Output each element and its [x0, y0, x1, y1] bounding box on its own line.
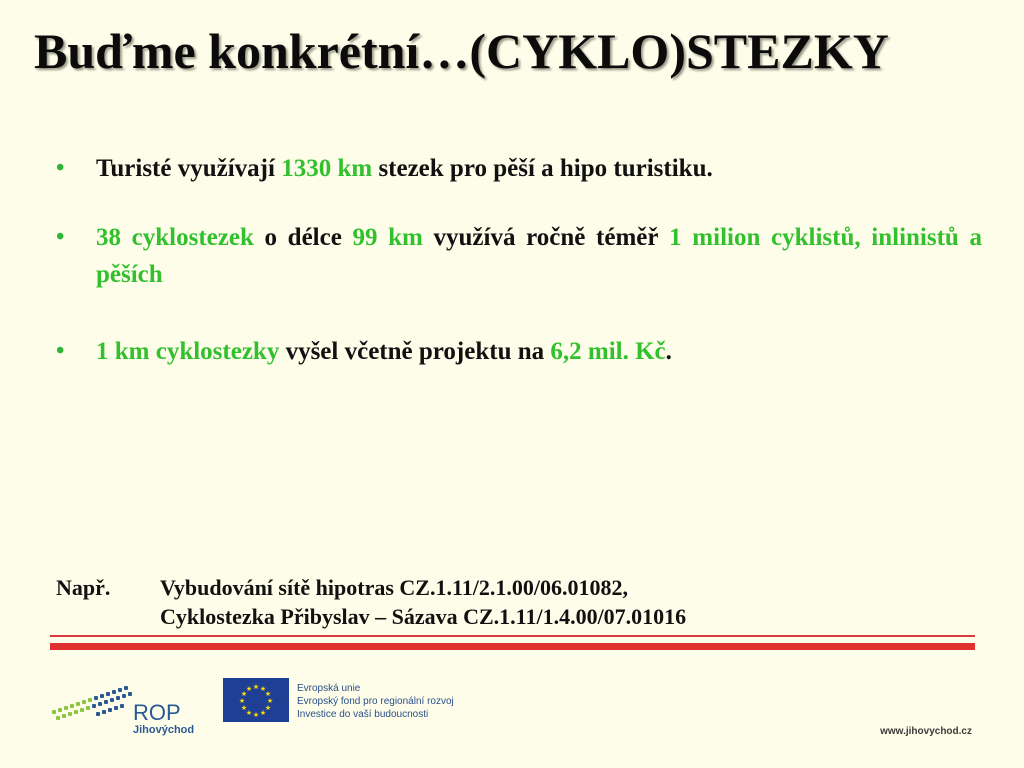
- bullet-text: 1 km cyklostezky vyšel včetně projektu na 6,2 mil. Kč.: [96, 338, 672, 365]
- divider: [50, 643, 975, 650]
- divider: [50, 635, 975, 637]
- svg-text:★: ★: [240, 690, 248, 698]
- svg-text:★: ★: [252, 711, 260, 719]
- example-line: Cyklostezka Přibyslav – Sázava CZ.1.11/1.4.00/07.01016: [160, 604, 687, 629]
- bullet-list: [56, 150, 982, 370]
- rop-logo-icon: [48, 676, 138, 726]
- svg-text:★: ★: [264, 690, 272, 698]
- example-line: Vybudování sítě hipotras CZ.1.11/2.1.00/06.01082,: [160, 575, 628, 600]
- svg-text:★: ★: [259, 685, 267, 693]
- bullet-text: Turisté využívají 1330 km stezek pro pěší a hipo turistiku.: [96, 155, 713, 182]
- rop-region: Jihovýchod: [133, 724, 195, 736]
- bullet-icon: •: [56, 338, 65, 364]
- example-label: Např.: [56, 575, 111, 600]
- website-link[interactable]: www.jihovychod.cz: [880, 726, 972, 737]
- svg-text:★: ★: [240, 704, 248, 712]
- bullet-item: [56, 333, 982, 370]
- rop-name: ROP: [133, 700, 181, 725]
- eu-text: Evropská unie Evropský fond pro regionální rozvoj Investice do vaší budoucnosti: [297, 683, 454, 720]
- bullet-icon: •: [56, 224, 65, 250]
- bullet-text: 38 cyklostezek o délce 99 km využívá ročně téměř 1 milion cyklistů, inlinistů a pěších: [96, 224, 982, 288]
- slide-title: Buďme konkrétní…(CYKLO)STEZKY: [34, 23, 889, 79]
- svg-text:★: ★: [266, 697, 274, 705]
- svg-text:★: ★: [245, 709, 253, 717]
- bullet-item: [56, 219, 982, 293]
- svg-text:★: ★: [238, 697, 246, 705]
- svg-text:★: ★: [245, 685, 253, 693]
- eu-flag-icon: [223, 678, 289, 722]
- svg-text:★: ★: [264, 704, 272, 712]
- bullet-item: [56, 150, 982, 187]
- bullet-icon: •: [56, 155, 65, 181]
- svg-text:★: ★: [259, 709, 267, 717]
- svg-text:★: ★: [252, 683, 260, 691]
